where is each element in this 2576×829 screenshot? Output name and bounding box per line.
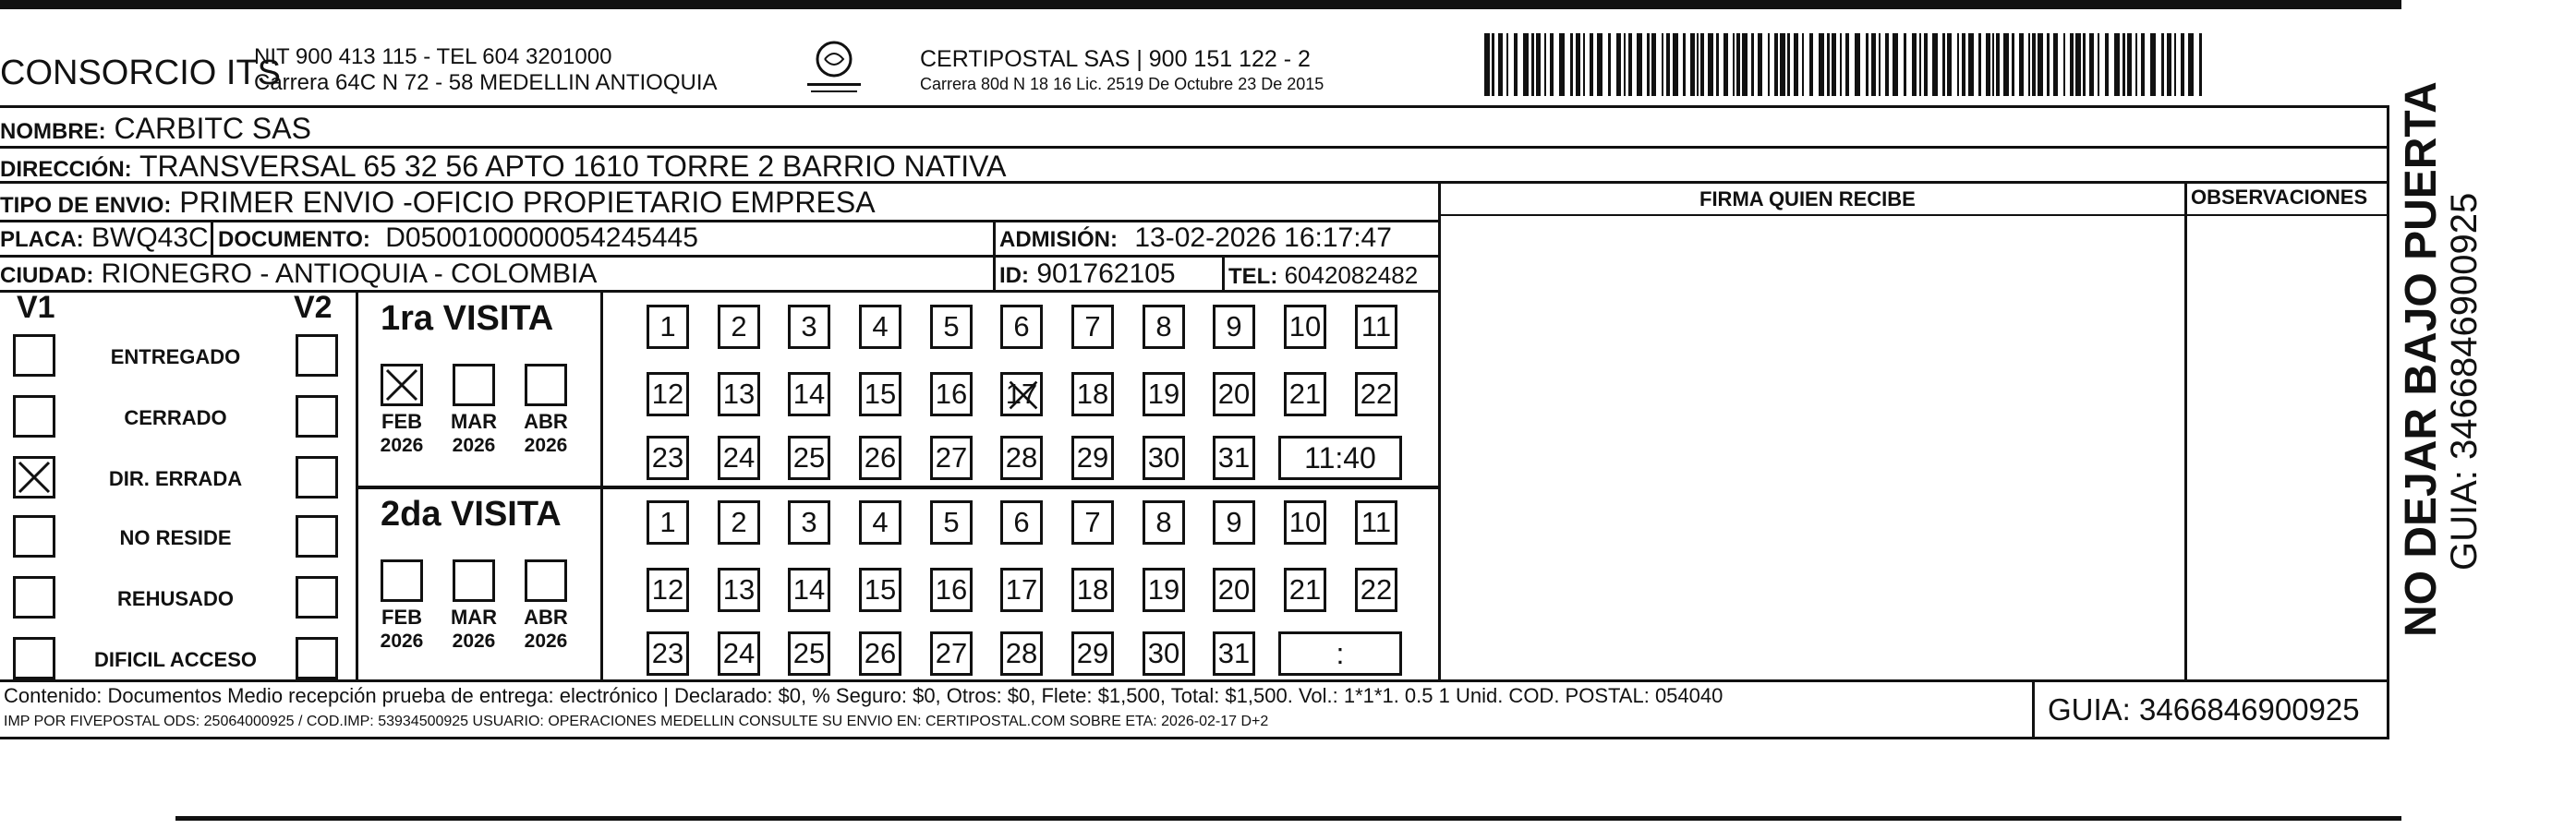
signature-area[interactable]	[1443, 218, 2182, 678]
visita1-month-label: MAR	[450, 410, 498, 433]
barcode-bar	[1768, 33, 1770, 96]
visita2-day-box[interactable]: 8	[1143, 500, 1185, 545]
visita2-day-box[interactable]: 31	[1213, 631, 1255, 676]
visita2-day-box[interactable]: 21	[1284, 568, 1326, 612]
visita1-day-box[interactable]: 19	[1143, 372, 1185, 416]
barcode-bar	[1624, 33, 1626, 96]
ciudad-label: CIUDAD:	[0, 263, 94, 288]
barcode-bar	[1628, 33, 1632, 96]
visita2-month-checkbox[interactable]	[381, 559, 423, 602]
barcode-bar	[1723, 33, 1728, 96]
barcode-bar	[2083, 33, 2086, 96]
visita2-day-box[interactable]: 30	[1143, 631, 1185, 676]
barcode-bar	[1780, 33, 1785, 96]
barcode-bar	[1904, 33, 1906, 96]
barcode-bar	[1855, 33, 1860, 96]
visita1-day-box[interactable]: 13	[718, 372, 760, 416]
frame-line	[0, 290, 1441, 293]
barcode-bar	[2161, 33, 2164, 96]
v2-checkbox[interactable]	[296, 515, 338, 558]
barcode-bar	[2070, 33, 2074, 96]
barcode-bar	[1550, 33, 1554, 96]
visita1-time-box[interactable]: 11:40	[1278, 436, 1402, 480]
barcode-bar	[1845, 33, 1849, 96]
barcode-bar	[1559, 33, 1565, 96]
barcode-bar	[1637, 33, 1642, 96]
barcode-bar	[2114, 33, 2120, 96]
frame-line	[211, 220, 213, 257]
frame-line	[0, 679, 2389, 682]
frame-line	[1222, 255, 1225, 292]
barcode-bar	[1932, 33, 1938, 96]
side-warning: NO DEJAR BAJO PUERTA	[2397, 81, 2446, 637]
footer-guia: GUIA: 3466846900925	[2048, 692, 2360, 727]
visita2-month-checkbox[interactable]	[453, 559, 495, 602]
visita2-day-box[interactable]: 17	[1000, 568, 1043, 612]
visita2-day-box[interactable]: 13	[718, 568, 760, 612]
visita2-day-box[interactable]: 20	[1213, 568, 1255, 612]
barcode-bar	[1536, 33, 1541, 96]
barcode-bar	[1802, 33, 1804, 96]
direccion-label: DIRECCIÓN:	[0, 157, 132, 182]
v2-checkbox[interactable]	[296, 576, 338, 619]
visita2-day-box[interactable]: 22	[1355, 568, 1397, 612]
barcode-bar	[1832, 33, 1836, 96]
barcode-bar	[2053, 33, 2058, 96]
v1-checkbox[interactable]	[13, 576, 55, 619]
barcode-bar	[1794, 33, 1798, 96]
visita1-day-box[interactable]: 3	[788, 305, 830, 349]
visita1-day-box[interactable]: 20	[1213, 372, 1255, 416]
visita2-day-box[interactable]: 4	[859, 500, 901, 545]
visita1-day-box[interactable]: 8	[1143, 305, 1185, 349]
courier-name: CERTIPOSTAL SAS | 900 151 122 - 2	[920, 46, 1311, 72]
admision-value: 13-02-2026 16:17:47	[1134, 222, 1392, 253]
visita2-day-box[interactable]: 29	[1071, 631, 1114, 676]
barcode-bar	[1751, 33, 1754, 96]
barcode-bar	[1590, 33, 1593, 96]
barcode-bar	[1716, 33, 1719, 96]
visita2-day-box[interactable]: 7	[1071, 500, 1114, 545]
barcode-bar	[1978, 33, 1981, 96]
barcode-bar	[2028, 33, 2030, 96]
visita1-month-checkbox[interactable]	[381, 364, 423, 406]
visita1-day-box[interactable]: 7	[1071, 305, 1114, 349]
footer-imp: IMP POR FIVEPOSTAL ODS: 25064000925 / COD.IMP: 53934500925 USUARIO: OPERACIONES MEDELLIN CONSULTE SU ENVIO EN: CERTIPOSTAL.COM SOBRE ETA: 2026-02-17 D+2	[4, 714, 1269, 729]
visita1-day-box[interactable]: 11	[1355, 305, 1397, 349]
footer-contenido: Contenido: Documentos Medio recepción prueba de entrega: electrónico | Declarado: $0, % Seguro: $0, Otros: $0, Flete: $1,500, Total: $1,500. Vol.: 1*1*1. 0.5 1 Unid. COD. POSTAL: 054040	[4, 684, 1723, 707]
barcode-bar	[1924, 33, 1928, 96]
visita1-day-box[interactable]: 14	[788, 372, 830, 416]
visita1-day-box[interactable]: 16	[930, 372, 973, 416]
v2-checkbox[interactable]	[296, 637, 338, 679]
barcode-bar	[1570, 33, 1573, 96]
status-label: DIFICIL ACCESO	[93, 648, 257, 671]
barcode-bar	[1690, 33, 1695, 96]
sender-nit-tel: NIT 900 413 115 - TEL 604 3201000	[254, 44, 612, 69]
documento-value: D0500100000054245445	[385, 222, 698, 253]
visita1-day-box[interactable]: 28	[1000, 436, 1043, 480]
barcode-bar	[2038, 33, 2043, 96]
barcode-bar	[1616, 33, 1621, 96]
visita1-day-box[interactable]: 24	[718, 436, 760, 480]
ciudad-value: RIONEGRO - ANTIOQUIA - COLOMBIA	[101, 258, 598, 289]
visita2-year-label: 2026	[452, 631, 496, 652]
visita2-day-box[interactable]: 24	[718, 631, 760, 676]
tipo-label: TIPO DE ENVIO:	[0, 193, 172, 218]
courier-address: Carrera 80d N 18 16 Lic. 2519 De Octubre 23 De 2015	[920, 75, 1324, 93]
visita1-day-box[interactable]: 22	[1355, 372, 1397, 416]
visita1-day-box[interactable]: 21	[1284, 372, 1326, 416]
visita2-month-checkbox[interactable]	[525, 559, 567, 602]
v2-checkbox[interactable]	[296, 456, 338, 499]
barcode-bar	[1968, 33, 1974, 96]
barcode-bar	[2127, 33, 2132, 96]
barcode-bar	[1647, 33, 1650, 96]
barcode-bar	[1912, 33, 1917, 96]
v2-checkbox[interactable]	[296, 395, 338, 438]
barcode-bar	[1871, 33, 1876, 96]
observaciones-label: OBSERVACIONES	[2191, 186, 2368, 209]
visita2-day-box[interactable]: 28	[1000, 631, 1043, 676]
courier-logo	[802, 39, 866, 100]
frame-line	[0, 146, 2389, 149]
visita1-month-label: FEB	[381, 410, 422, 433]
top-border	[0, 0, 2401, 9]
barcode-bar	[2019, 33, 2024, 96]
id-value: 901762105	[1036, 258, 1176, 289]
barcode-bar	[1576, 33, 1580, 96]
visita1-day-box[interactable]: 15	[859, 372, 901, 416]
barcode-bar	[1583, 33, 1585, 96]
barcode-bar	[1947, 33, 1952, 96]
frame-line	[356, 486, 1441, 489]
visita2-day-box[interactable]: 12	[647, 568, 689, 612]
visita1-year-label: 2026	[524, 435, 568, 456]
visita2-day-box[interactable]: 23	[647, 631, 689, 676]
visita2-day-box[interactable]: 15	[859, 568, 901, 612]
barcode-bar	[1544, 33, 1546, 96]
visita1-day-box[interactable]: 4	[859, 305, 901, 349]
barcode-bar	[2098, 33, 2099, 96]
barcode-bar	[1957, 33, 1959, 96]
firma-label: FIRMA QUIEN RECIBE	[1699, 187, 1916, 210]
barcode-bar	[1809, 33, 1813, 96]
barcode-bar	[1700, 33, 1704, 96]
bottom-border	[175, 816, 2401, 821]
barcode-bar	[1819, 33, 1824, 96]
visita1-day-box[interactable]: 17	[1000, 372, 1043, 416]
barcode-bar	[2075, 33, 2081, 96]
v1-checkbox[interactable]	[13, 515, 55, 558]
visita2-year-label: 2026	[380, 631, 424, 652]
v1-checkbox[interactable]	[13, 334, 55, 377]
visita1-day-box[interactable]: 25	[788, 436, 830, 480]
visita2-day-box[interactable]: 19	[1143, 568, 1185, 612]
barcode-bar	[1683, 33, 1686, 96]
id-label: ID:	[999, 263, 1029, 288]
visita2-day-box[interactable]: 1	[647, 500, 689, 545]
sender-name: CONSORCIO ITS	[0, 54, 282, 92]
documento-label: DOCUMENTO:	[218, 227, 370, 252]
barcode-bar	[2063, 33, 2065, 96]
barcode-bar	[1492, 33, 1494, 96]
barcode-bar	[2135, 33, 2137, 96]
visita1-day-box[interactable]: 27	[930, 436, 973, 480]
visita1-year-label: 2026	[452, 435, 496, 456]
visita1-day-box[interactable]: 9	[1213, 305, 1255, 349]
frame-line	[1438, 181, 1441, 681]
barcode-bar	[1506, 33, 1508, 96]
status-label: NO RESIDE	[119, 526, 232, 549]
status-label: REHUSADO	[117, 587, 234, 610]
barcode-bar	[1992, 33, 1994, 96]
visita2-day-box[interactable]: 11	[1355, 500, 1397, 545]
barcode-bar	[1608, 33, 1611, 96]
status-label: CERRADO	[124, 406, 227, 429]
visita2-day-box[interactable]: 3	[788, 500, 830, 545]
barcode-bar	[2181, 33, 2184, 96]
nombre-value: CARBITC SAS	[114, 112, 311, 145]
frame-line	[0, 105, 2389, 108]
sender-address: Carrera 64C N 72 - 58 MEDELLIN ANTIOQUIA	[254, 70, 718, 95]
barcode-bar	[1742, 33, 1748, 96]
barcode-bar	[1827, 33, 1830, 96]
barcode-bar	[2141, 33, 2145, 96]
frame-line	[2387, 105, 2389, 738]
visita2-day-box[interactable]: 18	[1071, 568, 1114, 612]
barcode-bar	[1996, 33, 2000, 96]
barcode-bar	[1962, 33, 1965, 96]
barcode-bar	[2003, 33, 2009, 96]
frame-line	[0, 737, 2389, 739]
visita2-month-label: MAR	[450, 606, 498, 629]
barcode-bar	[1498, 33, 1503, 96]
frame-line	[0, 255, 1441, 258]
barcode-bar	[1651, 33, 1656, 96]
tel-label: TEL:	[1228, 264, 1278, 289]
barcode-bar	[1866, 33, 1869, 96]
barcode-bar	[1733, 33, 1735, 96]
visita2-day-box[interactable]: 2	[718, 500, 760, 545]
barcode	[1484, 33, 2209, 96]
barcode-bar	[1840, 33, 1842, 96]
visita1-day-box[interactable]: 29	[1071, 436, 1114, 480]
barcode-bar	[2188, 33, 2194, 96]
placa-value: BWQ43C	[91, 222, 209, 253]
v1-label: V1	[17, 290, 55, 325]
tel-value: 6042082482	[1284, 261, 1419, 289]
visita2-day-box[interactable]: 6	[1000, 500, 1043, 545]
visita1-day-box[interactable]: 23	[647, 436, 689, 480]
direccion-value: TRANSVERSAL 65 32 56 APTO 1610 TORRE 2 BARRIO NATIVA	[139, 150, 1007, 183]
nombre-label: NOMBRE:	[0, 119, 106, 144]
barcode-bar	[1673, 33, 1678, 96]
status-label: ENTREGADO	[110, 345, 241, 368]
v1-checkbox[interactable]	[13, 637, 55, 679]
visita1-month-checkbox[interactable]	[453, 364, 495, 406]
visita1-day-box[interactable]: 12	[647, 372, 689, 416]
barcode-bar	[2199, 33, 2202, 96]
visita2-month-label: FEB	[381, 606, 422, 629]
visita1-month-label: ABR	[524, 410, 568, 433]
frame-line	[2032, 679, 2035, 739]
visita1-day-box[interactable]: 10	[1284, 305, 1326, 349]
visita1-day-box[interactable]: 5	[930, 305, 973, 349]
barcode-bar	[1697, 33, 1699, 96]
barcode-bar	[2047, 33, 2050, 96]
observaciones-area[interactable]	[2189, 218, 2385, 678]
visita2-day-box[interactable]: 10	[1284, 500, 1326, 545]
placa-label: PLACA:	[0, 227, 84, 252]
visita1-day-box[interactable]: 1	[647, 305, 689, 349]
barcode-bar	[1919, 33, 1921, 96]
visita2-title: 2da VISITA	[381, 495, 562, 534]
visita1-day-box[interactable]: 6	[1000, 305, 1043, 349]
visita2-day-box[interactable]: 25	[788, 631, 830, 676]
barcode-bar	[1893, 33, 1898, 96]
barcode-bar	[1514, 33, 1518, 96]
admision-label: ADMISIÓN:	[999, 227, 1118, 252]
visita1-day-box[interactable]: 18	[1071, 372, 1114, 416]
visita1-day-box[interactable]: 31	[1213, 436, 1255, 480]
visita2-day-box[interactable]: 5	[930, 500, 973, 545]
visita2-month-label: ABR	[524, 606, 568, 629]
barcode-bar	[1708, 33, 1713, 96]
visita2-time-box[interactable]: :	[1278, 631, 1402, 676]
status-label: DIR. ERRADA	[108, 467, 243, 490]
visita2-day-box[interactable]: 9	[1213, 500, 1255, 545]
barcode-bar	[1531, 33, 1534, 96]
barcode-bar	[2122, 33, 2125, 96]
visita1-month-checkbox[interactable]	[525, 364, 567, 406]
visita1-title: 1ra VISITA	[381, 299, 554, 338]
barcode-bar	[2012, 33, 2014, 96]
visita1-day-box[interactable]: 26	[859, 436, 901, 480]
barcode-bar	[2167, 33, 2171, 96]
visita1-day-box[interactable]: 30	[1143, 436, 1185, 480]
frame-line	[2184, 181, 2187, 681]
barcode-bar	[1774, 33, 1778, 96]
barcode-bar	[1942, 33, 1945, 96]
barcode-bar	[1787, 33, 1790, 96]
barcode-bar	[1885, 33, 1889, 96]
barcode-bar	[2089, 33, 2094, 96]
barcode-bar	[1758, 33, 1762, 96]
tipo-value: PRIMER ENVIO -OFICIO PROPIETARIO EMPRESA	[179, 186, 876, 219]
barcode-bar	[1523, 33, 1529, 96]
barcode-bar	[2174, 33, 2176, 96]
barcode-bar	[1484, 33, 1490, 96]
visita2-day-box[interactable]: 16	[930, 568, 973, 612]
day-check-mark	[1007, 378, 1040, 419]
v2-checkbox[interactable]	[296, 334, 338, 377]
visita2-day-box[interactable]: 14	[788, 568, 830, 612]
barcode-bar	[1736, 33, 1740, 96]
visita1-day-box[interactable]: 2	[718, 305, 760, 349]
barcode-bar	[2105, 33, 2109, 96]
v1-checkbox[interactable]	[13, 456, 55, 499]
barcode-bar	[1879, 33, 1881, 96]
barcode-bar	[1597, 33, 1602, 96]
barcode-bar	[1986, 33, 1990, 96]
barcode-bar	[1666, 33, 1670, 96]
barcode-bar	[2150, 33, 2156, 96]
frame-line	[993, 220, 996, 292]
visita2-day-box[interactable]: 27	[930, 631, 973, 676]
barcode-bar	[2032, 33, 2036, 96]
visita2-year-label: 2026	[524, 631, 568, 652]
side-guia: GUIA: 3466846900925	[2444, 192, 2485, 571]
frame-line	[1438, 214, 2389, 216]
visita2-day-box[interactable]: 26	[859, 631, 901, 676]
v1-checkbox[interactable]	[13, 395, 55, 438]
barcode-bar	[1662, 33, 1663, 96]
v2-label: V2	[294, 290, 333, 325]
visita1-year-label: 2026	[380, 435, 424, 456]
